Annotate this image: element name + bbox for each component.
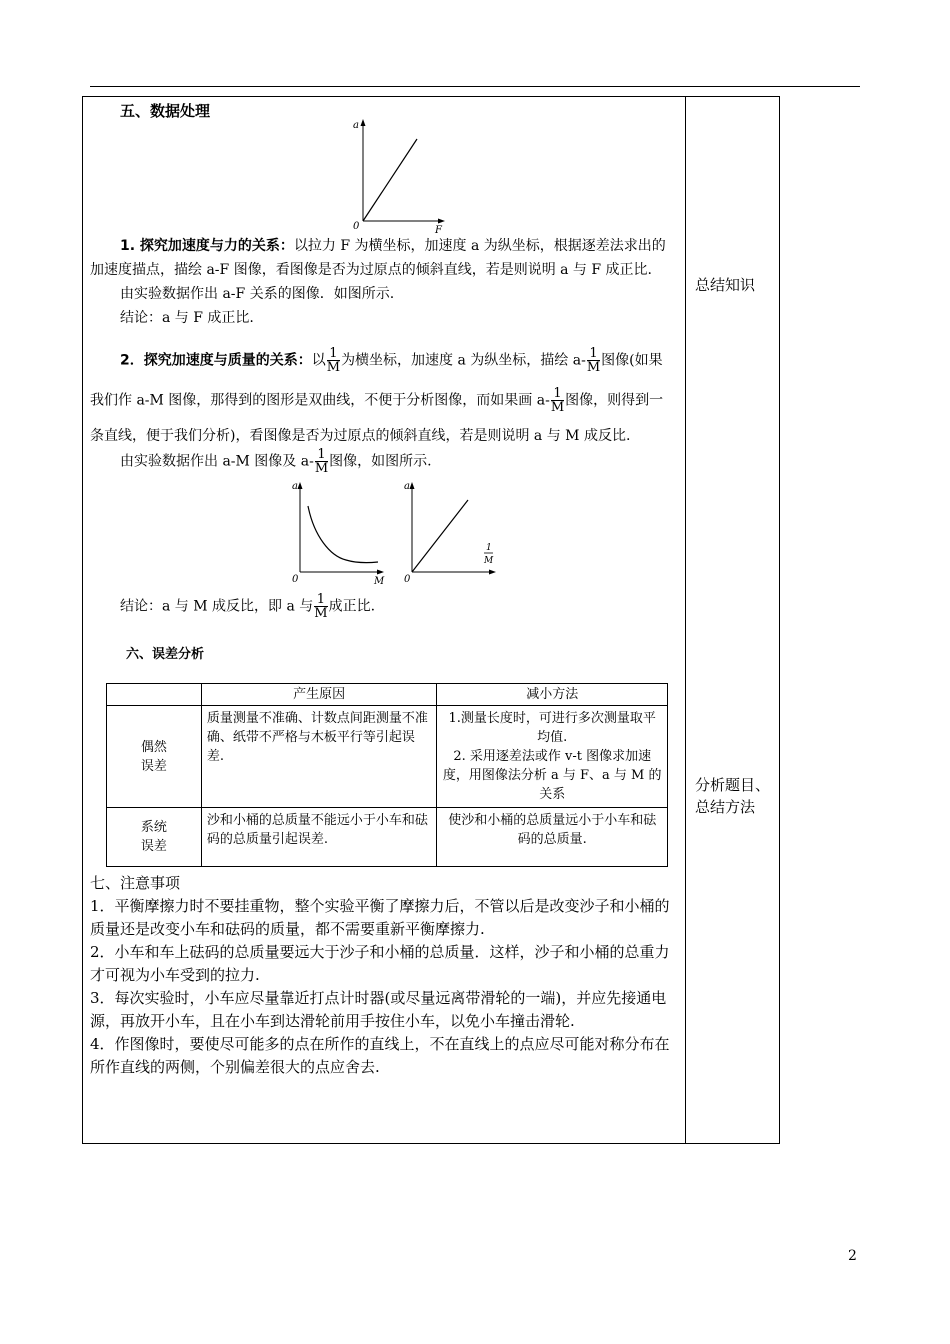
page-number: 2 — [848, 1248, 857, 1264]
graph1-origin: 0 — [353, 221, 360, 232]
graph3-origin: 0 — [404, 574, 411, 585]
fraction-1-over-m: $\frac{1}{M}$ — [586, 346, 601, 375]
graph-a-f — [345, 117, 455, 237]
table-row — [107, 706, 668, 808]
error-cause-cell: 沙和小桶的总质量不能远小于小车和砝码的总质量引起误差. — [201, 808, 437, 867]
graph2-origin: 0 — [292, 574, 299, 585]
graph2-y-label: a — [292, 481, 298, 492]
error-type-cell: 系统 误差 — [107, 808, 202, 867]
error-analysis-table — [106, 683, 668, 867]
error-type-cell: 偶然 误差 — [107, 706, 202, 808]
graph2-x-label: M — [374, 576, 385, 587]
fraction-1-over-m: $\frac{1}{M}$ — [314, 592, 328, 621]
p1-conclusion: 结论：a 与 F 成正比. — [120, 310, 254, 326]
p1-line3: 由实验数据作出 a-F 关系的图像．如图所示. — [120, 286, 395, 302]
note-item: 1．平衡摩擦力时不要挂重物，整个实验平衡了摩擦力后，不管以后是改变沙子和小桶的质量还是改变小车和砝码的质量，都不需要重新平衡摩擦力. — [90, 897, 670, 938]
note-item: 2．小车和车上砝码的总质量要远大于沙子和小桶的总质量．这样，沙子和小桶的总重力才可视为小车受到的拉力. — [90, 943, 670, 984]
fraction-1-over-m: $\frac{1}{M}$ — [326, 346, 341, 375]
table-header-row — [107, 684, 668, 706]
p2-line3: 条直线，便于我们分析)，看图像是否为过原点的倾斜直线，若是则说明 a 与 M 成反比. — [90, 428, 631, 444]
graph-a-m — [288, 478, 388, 588]
p2-line2: 我们作 a-M 图像，那得到的图形是双曲线，不便于分析图像，而如果画 a- $\frac{1}{M}$ 图像，则得到一 — [90, 386, 664, 415]
graph1-x-label: F — [435, 225, 442, 236]
p1-line2: 加速度描点，描绘 a-F 图像，看图像是否为过原点的倾斜直线，若是则说明 a 与 F 成正比. — [90, 262, 653, 278]
section5-heading: 五、数据处理 — [120, 102, 211, 120]
table-header-cell — [107, 684, 202, 706]
table-row — [107, 808, 668, 867]
graph3-x-label-num: 1 — [486, 543, 492, 553]
p2-line4: 由实验数据作出 a-M 图像及 a- $\frac{1}{M}$ 图像，如图所示. — [120, 447, 432, 476]
column-divider — [685, 96, 686, 1144]
table-header-cell: 减小方法 — [437, 684, 668, 706]
section7-notes — [90, 872, 680, 1079]
graph1-y-label: a — [353, 120, 359, 131]
fraction-1-over-m: $\frac{1}{M}$ — [314, 447, 329, 476]
table-header-cell: 产生原因 — [201, 684, 437, 706]
graph3-x-label-den: M — [484, 556, 494, 566]
graph-a-inv-m — [400, 478, 500, 588]
graph3-y-label: a — [404, 481, 410, 492]
p2-line1: 2．探究加速度与质量的关系：以 $\frac{1}{M}$ 为横坐标，加速度 a 为纵坐标，描绘 a- $\frac{1}{M}$ 图像(如果 — [120, 346, 663, 375]
header-rule — [90, 86, 860, 87]
note-item: 4．作图像时，要使尽可能多的点在所作的直线上，不在直线上的点应尽可能对称分布在所作直线的两侧，个别偏差很大的点应舍去. — [90, 1035, 670, 1076]
p2-conclusion: 结论：a 与 M 成反比，即 a 与 $\frac{1}{M}$ 成正比. — [120, 592, 376, 621]
error-cause-cell: 质量测量不准确、计数点间距测量不准确、纸带不严格与木板平行等引起误差. — [201, 706, 437, 808]
sidebar-note-summary: 总结知识 — [695, 276, 756, 294]
section7-heading: 七、注意事项 — [90, 874, 181, 892]
p1-line1: 1. 探究加速度与力的关系：以拉力 F 为横坐标，加速度 a 为纵坐标，根据逐差法求出的 — [120, 238, 666, 254]
error-method-cell: 使沙和小桶的总质量远小于小车和砝码的总质量. — [437, 808, 668, 867]
sidebar-note-method: 分析题目、 总结方法 — [695, 776, 771, 816]
fraction-1-over-m: $\frac{1}{M}$ — [550, 386, 565, 415]
section6-heading: 六、误差分析 — [126, 647, 205, 662]
error-method-cell: 1.测量长度时，可进行多次测量取平均值. 2. 采用逐差法或作 v-t 图像求加速度，用图像法分析 a 与 F、a 与 M 的关系 — [437, 706, 668, 808]
note-item: 3．每次实验时，小车应尽量靠近打点计时器(或尽量远离带滑轮的一端)，并应先接通电源，再放开小车，且在小车到达滑轮前用手按住小车，以免小车撞击滑轮. — [90, 989, 667, 1030]
